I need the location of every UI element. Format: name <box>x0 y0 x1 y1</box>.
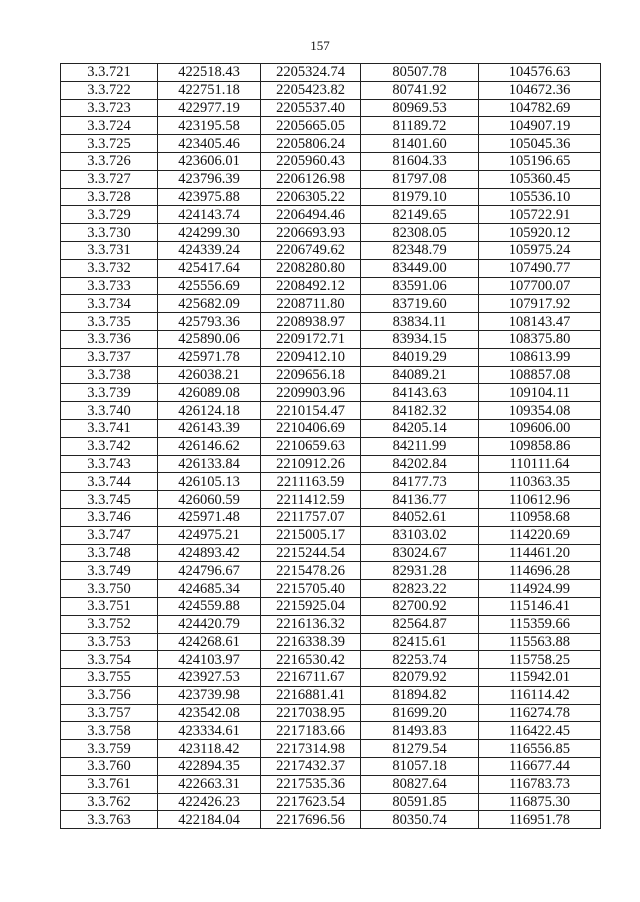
point-id-cell: 3.3.722 <box>61 81 158 99</box>
coord-x-cell: 422663.31 <box>158 775 261 793</box>
coord-x2-cell: 81401.60 <box>361 135 479 153</box>
table-row <box>61 580 601 598</box>
coord-y-cell: 2209656.18 <box>261 366 361 384</box>
point-id-cell: 3.3.743 <box>61 455 158 473</box>
table-row <box>61 99 601 117</box>
table-row <box>61 81 601 99</box>
coord-y2-cell: 108613.99 <box>479 348 601 366</box>
table-row <box>61 277 601 295</box>
coord-x-cell: 423927.53 <box>158 669 261 687</box>
coord-x2-cell: 83591.06 <box>361 277 479 295</box>
point-id-cell: 3.3.759 <box>61 740 158 758</box>
coord-y2-cell: 116422.45 <box>479 722 601 740</box>
point-id-cell: 3.3.755 <box>61 669 158 687</box>
coord-x2-cell: 81493.83 <box>361 722 479 740</box>
coord-y-cell: 2209172.71 <box>261 330 361 348</box>
coord-y-cell: 2210154.47 <box>261 402 361 420</box>
coord-x2-cell: 80350.74 <box>361 811 479 829</box>
coord-y-cell: 2217038.95 <box>261 704 361 722</box>
coord-y-cell: 2215478.26 <box>261 562 361 580</box>
coord-x2-cell: 80507.78 <box>361 64 479 82</box>
coord-x-cell: 426060.59 <box>158 491 261 509</box>
coord-y-cell: 2217696.56 <box>261 811 361 829</box>
coord-x-cell: 426105.13 <box>158 473 261 491</box>
coord-x-cell: 424559.88 <box>158 597 261 615</box>
coord-y2-cell: 104907.19 <box>479 117 601 135</box>
point-id-cell: 3.3.732 <box>61 259 158 277</box>
coord-x-cell: 423334.61 <box>158 722 261 740</box>
coord-y2-cell: 105722.91 <box>479 206 601 224</box>
coord-y-cell: 2216530.42 <box>261 651 361 669</box>
coord-y2-cell: 116783.73 <box>479 775 601 793</box>
point-id-cell: 3.3.757 <box>61 704 158 722</box>
coord-y-cell: 2206126.98 <box>261 170 361 188</box>
coord-x-cell: 424299.30 <box>158 224 261 242</box>
coord-x-cell: 426038.21 <box>158 366 261 384</box>
table-row <box>61 366 601 384</box>
coord-y2-cell: 110958.68 <box>479 508 601 526</box>
coord-y2-cell: 115563.88 <box>479 633 601 651</box>
table-row <box>61 117 601 135</box>
point-id-cell: 3.3.737 <box>61 348 158 366</box>
coord-y2-cell: 116875.30 <box>479 793 601 811</box>
coord-y-cell: 2208492.12 <box>261 277 361 295</box>
point-id-cell: 3.3.723 <box>61 99 158 117</box>
point-id-cell: 3.3.742 <box>61 437 158 455</box>
coord-y-cell: 2210659.63 <box>261 437 361 455</box>
table-row <box>61 722 601 740</box>
coord-x-cell: 424685.34 <box>158 580 261 598</box>
coord-x2-cell: 81699.20 <box>361 704 479 722</box>
point-id-cell: 3.3.728 <box>61 188 158 206</box>
coord-y-cell: 2206494.46 <box>261 206 361 224</box>
coord-y-cell: 2217183.66 <box>261 722 361 740</box>
coord-x-cell: 426146.62 <box>158 437 261 455</box>
coord-y2-cell: 115758.25 <box>479 651 601 669</box>
coord-x-cell: 423739.98 <box>158 686 261 704</box>
point-id-cell: 3.3.726 <box>61 152 158 170</box>
coord-x-cell: 426089.08 <box>158 384 261 402</box>
table-row <box>61 259 601 277</box>
point-id-cell: 3.3.733 <box>61 277 158 295</box>
coord-y-cell: 2211412.59 <box>261 491 361 509</box>
coord-y-cell: 2217432.37 <box>261 758 361 776</box>
point-id-cell: 3.3.744 <box>61 473 158 491</box>
coord-y-cell: 2206749.62 <box>261 241 361 259</box>
coord-y2-cell: 104672.36 <box>479 81 601 99</box>
coord-x2-cell: 82348.79 <box>361 241 479 259</box>
table-row <box>61 241 601 259</box>
point-id-cell: 3.3.753 <box>61 633 158 651</box>
table-row <box>61 491 601 509</box>
coord-y-cell: 2211757.07 <box>261 508 361 526</box>
table-row <box>61 793 601 811</box>
point-id-cell: 3.3.762 <box>61 793 158 811</box>
coord-y2-cell: 115146.41 <box>479 597 601 615</box>
coord-y2-cell: 104576.63 <box>479 64 601 82</box>
table-row <box>61 170 601 188</box>
coord-x2-cell: 80591.85 <box>361 793 479 811</box>
coord-x-cell: 425890.06 <box>158 330 261 348</box>
coord-y-cell: 2205960.43 <box>261 152 361 170</box>
coord-x-cell: 422751.18 <box>158 81 261 99</box>
coord-y-cell: 2208938.97 <box>261 313 361 331</box>
coord-y-cell: 2211163.59 <box>261 473 361 491</box>
coord-y2-cell: 107490.77 <box>479 259 601 277</box>
coord-y-cell: 2205324.74 <box>261 64 361 82</box>
coord-x2-cell: 81604.33 <box>361 152 479 170</box>
coord-x-cell: 423118.42 <box>158 740 261 758</box>
coord-x-cell: 424420.79 <box>158 615 261 633</box>
point-id-cell: 3.3.736 <box>61 330 158 348</box>
point-id-cell: 3.3.731 <box>61 241 158 259</box>
coord-y-cell: 2215244.54 <box>261 544 361 562</box>
table-row <box>61 206 601 224</box>
coord-x-cell: 423405.46 <box>158 135 261 153</box>
coordinates-table <box>60 63 601 829</box>
coord-x2-cell: 82308.05 <box>361 224 479 242</box>
coord-x-cell: 423975.88 <box>158 188 261 206</box>
table-row <box>61 135 601 153</box>
coord-x-cell: 422518.43 <box>158 64 261 82</box>
table-row <box>61 669 601 687</box>
coord-y2-cell: 108143.47 <box>479 313 601 331</box>
point-id-cell: 3.3.752 <box>61 615 158 633</box>
coord-y2-cell: 114924.99 <box>479 580 601 598</box>
coord-x-cell: 424796.67 <box>158 562 261 580</box>
coord-x2-cell: 82149.65 <box>361 206 479 224</box>
coord-x2-cell: 82415.61 <box>361 633 479 651</box>
coord-x2-cell: 84136.77 <box>361 491 479 509</box>
coord-x2-cell: 84089.21 <box>361 366 479 384</box>
table-row <box>61 651 601 669</box>
coord-x2-cell: 83449.00 <box>361 259 479 277</box>
coord-x2-cell: 82700.92 <box>361 597 479 615</box>
coord-y2-cell: 116556.85 <box>479 740 601 758</box>
coord-x2-cell: 81797.08 <box>361 170 479 188</box>
point-id-cell: 3.3.729 <box>61 206 158 224</box>
coord-x2-cell: 84211.99 <box>361 437 479 455</box>
coord-y-cell: 2215705.40 <box>261 580 361 598</box>
table-row <box>61 224 601 242</box>
table-row <box>61 384 601 402</box>
point-id-cell: 3.3.730 <box>61 224 158 242</box>
coord-y2-cell: 109104.11 <box>479 384 601 402</box>
table-row <box>61 330 601 348</box>
table-body <box>61 64 601 829</box>
coord-x2-cell: 82931.28 <box>361 562 479 580</box>
coord-x2-cell: 81279.54 <box>361 740 479 758</box>
table-row <box>61 295 601 313</box>
coord-x2-cell: 84143.63 <box>361 384 479 402</box>
coord-x2-cell: 80827.64 <box>361 775 479 793</box>
coord-y2-cell: 110612.96 <box>479 491 601 509</box>
coord-x-cell: 422977.19 <box>158 99 261 117</box>
coord-y-cell: 2216881.41 <box>261 686 361 704</box>
coord-y2-cell: 107700.07 <box>479 277 601 295</box>
point-id-cell: 3.3.745 <box>61 491 158 509</box>
table-row <box>61 775 601 793</box>
coord-y2-cell: 114696.28 <box>479 562 601 580</box>
point-id-cell: 3.3.724 <box>61 117 158 135</box>
coord-y2-cell: 114220.69 <box>479 526 601 544</box>
coord-x2-cell: 84182.32 <box>361 402 479 420</box>
coord-y-cell: 2205423.82 <box>261 81 361 99</box>
coord-y2-cell: 116677.44 <box>479 758 601 776</box>
coord-y2-cell: 114461.20 <box>479 544 601 562</box>
coord-x2-cell: 83103.02 <box>361 526 479 544</box>
point-id-cell: 3.3.748 <box>61 544 158 562</box>
table-row <box>61 615 601 633</box>
coord-x2-cell: 83834.11 <box>361 313 479 331</box>
coord-y-cell: 2215005.17 <box>261 526 361 544</box>
coord-x-cell: 426143.39 <box>158 419 261 437</box>
coord-x-cell: 423195.58 <box>158 117 261 135</box>
coord-x-cell: 424339.24 <box>158 241 261 259</box>
coord-y2-cell: 108375.80 <box>479 330 601 348</box>
table-row <box>61 455 601 473</box>
coord-y2-cell: 115359.66 <box>479 615 601 633</box>
coord-y2-cell: 116114.42 <box>479 686 601 704</box>
coord-x2-cell: 80741.92 <box>361 81 479 99</box>
table-row <box>61 544 601 562</box>
table-row <box>61 704 601 722</box>
coord-x-cell: 425793.36 <box>158 313 261 331</box>
point-id-cell: 3.3.741 <box>61 419 158 437</box>
point-id-cell: 3.3.761 <box>61 775 158 793</box>
coord-x-cell: 425682.09 <box>158 295 261 313</box>
table-row <box>61 313 601 331</box>
coord-x2-cell: 82823.22 <box>361 580 479 598</box>
coord-x2-cell: 81894.82 <box>361 686 479 704</box>
coord-x-cell: 424268.61 <box>158 633 261 651</box>
coord-y-cell: 2216711.67 <box>261 669 361 687</box>
point-id-cell: 3.3.750 <box>61 580 158 598</box>
point-id-cell: 3.3.740 <box>61 402 158 420</box>
coord-y2-cell: 110111.64 <box>479 455 601 473</box>
coord-y2-cell: 107917.92 <box>479 295 601 313</box>
coord-y2-cell: 105920.12 <box>479 224 601 242</box>
coord-x2-cell: 83934.15 <box>361 330 479 348</box>
point-id-cell: 3.3.754 <box>61 651 158 669</box>
table-row <box>61 811 601 829</box>
table-row <box>61 152 601 170</box>
point-id-cell: 3.3.763 <box>61 811 158 829</box>
coord-y-cell: 2206305.22 <box>261 188 361 206</box>
coord-x-cell: 425971.78 <box>158 348 261 366</box>
coord-y-cell: 2210406.69 <box>261 419 361 437</box>
table-row <box>61 526 601 544</box>
coord-y-cell: 2205806.24 <box>261 135 361 153</box>
coord-y2-cell: 105360.45 <box>479 170 601 188</box>
coord-y-cell: 2208280.80 <box>261 259 361 277</box>
coord-y-cell: 2205537.40 <box>261 99 361 117</box>
table-row <box>61 633 601 651</box>
coord-x2-cell: 83024.67 <box>361 544 479 562</box>
coord-x2-cell: 81979.10 <box>361 188 479 206</box>
coord-x-cell: 422184.04 <box>158 811 261 829</box>
table-row <box>61 437 601 455</box>
coord-y2-cell: 115942.01 <box>479 669 601 687</box>
coord-x-cell: 424893.42 <box>158 544 261 562</box>
point-id-cell: 3.3.749 <box>61 562 158 580</box>
coord-y2-cell: 109354.08 <box>479 402 601 420</box>
coord-x-cell: 424143.74 <box>158 206 261 224</box>
table-row <box>61 64 601 82</box>
coord-x2-cell: 82564.87 <box>361 615 479 633</box>
coord-x2-cell: 82253.74 <box>361 651 479 669</box>
coord-x-cell: 422894.35 <box>158 758 261 776</box>
coord-x2-cell: 84205.14 <box>361 419 479 437</box>
point-id-cell: 3.3.725 <box>61 135 158 153</box>
point-id-cell: 3.3.735 <box>61 313 158 331</box>
coord-y-cell: 2216338.39 <box>261 633 361 651</box>
coord-x2-cell: 81057.18 <box>361 758 479 776</box>
coord-y-cell: 2209903.96 <box>261 384 361 402</box>
coord-x-cell: 423542.08 <box>158 704 261 722</box>
coord-y2-cell: 105045.36 <box>479 135 601 153</box>
coord-x-cell: 423606.01 <box>158 152 261 170</box>
coord-x2-cell: 83719.60 <box>361 295 479 313</box>
coord-x-cell: 422426.23 <box>158 793 261 811</box>
coord-x-cell: 424975.21 <box>158 526 261 544</box>
table-row <box>61 348 601 366</box>
point-id-cell: 3.3.727 <box>61 170 158 188</box>
point-id-cell: 3.3.746 <box>61 508 158 526</box>
coord-x-cell: 425971.48 <box>158 508 261 526</box>
coord-x2-cell: 84202.84 <box>361 455 479 473</box>
point-id-cell: 3.3.747 <box>61 526 158 544</box>
coord-x2-cell: 84052.61 <box>361 508 479 526</box>
coord-y-cell: 2217623.54 <box>261 793 361 811</box>
coord-x-cell: 423796.39 <box>158 170 261 188</box>
coord-x2-cell: 84019.29 <box>361 348 479 366</box>
coord-y2-cell: 105536.10 <box>479 188 601 206</box>
table-row <box>61 508 601 526</box>
coord-x2-cell: 80969.53 <box>361 99 479 117</box>
coord-y-cell: 2215925.04 <box>261 597 361 615</box>
point-id-cell: 3.3.721 <box>61 64 158 82</box>
coord-x-cell: 426124.18 <box>158 402 261 420</box>
point-id-cell: 3.3.758 <box>61 722 158 740</box>
coord-y2-cell: 108857.08 <box>479 366 601 384</box>
point-id-cell: 3.3.734 <box>61 295 158 313</box>
point-id-cell: 3.3.739 <box>61 384 158 402</box>
point-id-cell: 3.3.756 <box>61 686 158 704</box>
coord-y2-cell: 110363.35 <box>479 473 601 491</box>
coord-y2-cell: 104782.69 <box>479 99 601 117</box>
coord-y-cell: 2210912.26 <box>261 455 361 473</box>
coord-y-cell: 2208711.80 <box>261 295 361 313</box>
point-id-cell: 3.3.738 <box>61 366 158 384</box>
coord-x-cell: 425417.64 <box>158 259 261 277</box>
coord-y-cell: 2217535.36 <box>261 775 361 793</box>
table-row <box>61 473 601 491</box>
coord-y2-cell: 105196.65 <box>479 152 601 170</box>
coord-x2-cell: 84177.73 <box>361 473 479 491</box>
page-number: 157 <box>310 38 330 53</box>
coord-y2-cell: 116951.78 <box>479 811 601 829</box>
table-row <box>61 419 601 437</box>
coord-y-cell: 2206693.93 <box>261 224 361 242</box>
coord-x-cell: 426133.84 <box>158 455 261 473</box>
point-id-cell: 3.3.760 <box>61 758 158 776</box>
coord-x2-cell: 81189.72 <box>361 117 479 135</box>
coord-y2-cell: 109606.00 <box>479 419 601 437</box>
table-row <box>61 597 601 615</box>
table-row <box>61 562 601 580</box>
coord-y2-cell: 116274.78 <box>479 704 601 722</box>
table-row <box>61 402 601 420</box>
coord-y-cell: 2216136.32 <box>261 615 361 633</box>
coord-y-cell: 2205665.05 <box>261 117 361 135</box>
table-row <box>61 686 601 704</box>
coord-x-cell: 425556.69 <box>158 277 261 295</box>
point-id-cell: 3.3.751 <box>61 597 158 615</box>
coord-x-cell: 424103.97 <box>158 651 261 669</box>
table-row <box>61 740 601 758</box>
coord-y2-cell: 109858.86 <box>479 437 601 455</box>
coord-y-cell: 2217314.98 <box>261 740 361 758</box>
coord-x2-cell: 82079.92 <box>361 669 479 687</box>
coord-y2-cell: 105975.24 <box>479 241 601 259</box>
table-row <box>61 188 601 206</box>
table-row <box>61 758 601 776</box>
coord-y-cell: 2209412.10 <box>261 348 361 366</box>
